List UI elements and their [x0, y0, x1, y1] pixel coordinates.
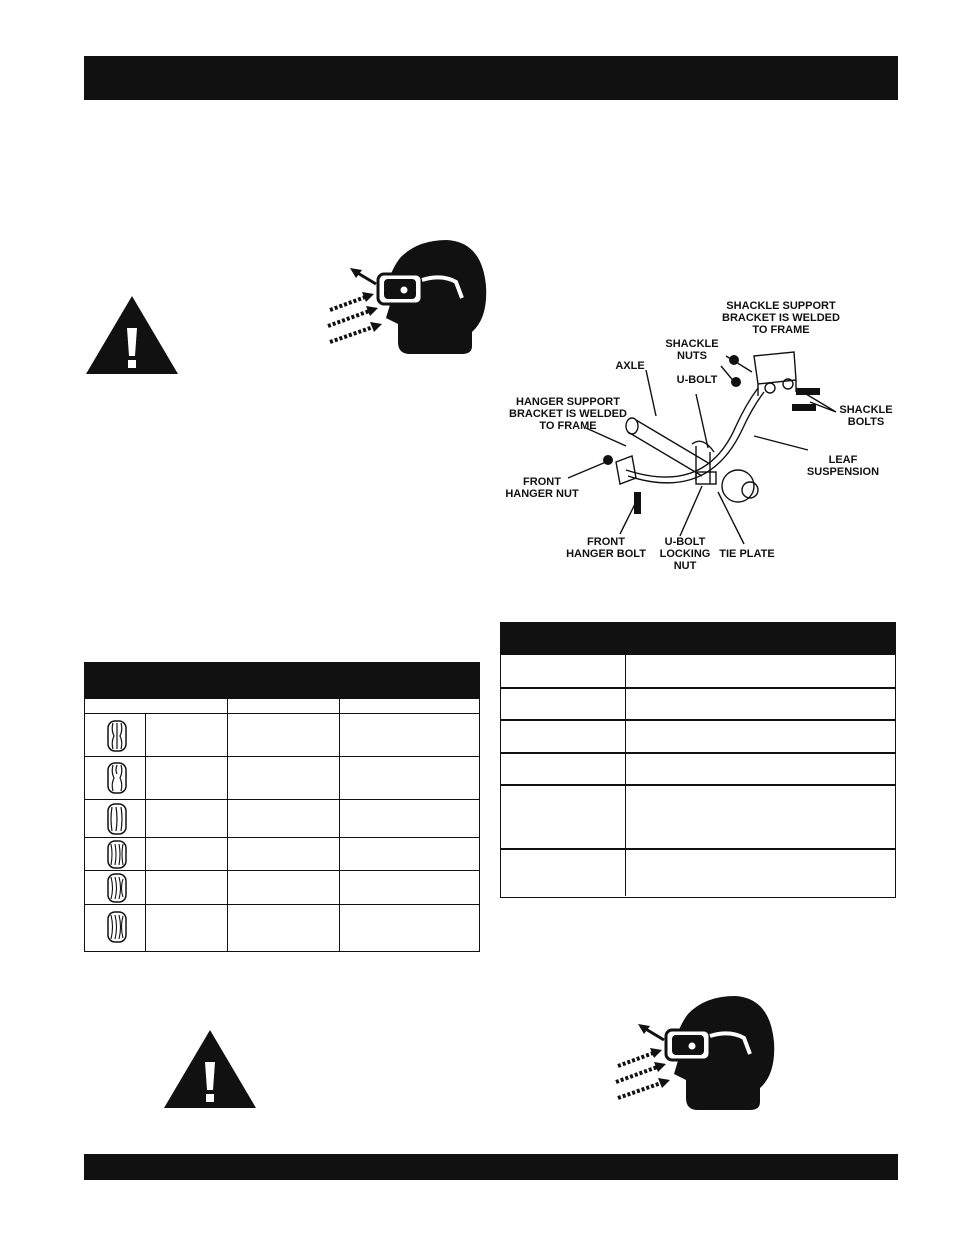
safety-goggles-icon [610, 994, 776, 1112]
tire-tread-icon [107, 873, 127, 903]
table-row [501, 850, 895, 896]
safety-goggles-icon [322, 238, 488, 356]
suspension-diagram [496, 296, 900, 578]
table-row [501, 689, 895, 721]
header-bar [84, 56, 898, 100]
label-shackle-bolts: SHACKLE BOLTS [839, 404, 893, 428]
table-row [501, 754, 895, 786]
suspension-table [500, 622, 896, 898]
table-row [501, 721, 895, 754]
label-u-bolt: U-BOLT [676, 374, 718, 386]
warning-triangle-icon [84, 294, 180, 376]
table-row [85, 800, 479, 838]
label-tie-plate: TIE PLATE [719, 548, 775, 560]
table-row [85, 871, 479, 905]
warning-triangle-icon [162, 1028, 258, 1110]
label-u-bolt-locking-nut: U-BOLT LOCKING NUT [659, 536, 711, 572]
table-row [85, 905, 479, 951]
tire-tread-icon [107, 762, 127, 794]
table-row [85, 757, 479, 800]
table-row [501, 786, 895, 850]
label-front-hanger-bolt: FRONT HANGER BOLT [566, 536, 646, 560]
table-row [85, 838, 479, 871]
table-row [501, 655, 895, 689]
suspension-table-header [501, 623, 895, 655]
label-front-hanger-nut: FRONT HANGER NUT [505, 476, 579, 500]
footer-bar [84, 1154, 898, 1180]
label-shackle-support: SHACKLE SUPPORT BRACKET IS WELDED TO FRAME [722, 300, 840, 336]
tire-tread-icon [107, 720, 127, 752]
tire-table-column-row [85, 699, 479, 714]
tire-tread-icon [107, 911, 127, 943]
tire-tread-icon [107, 840, 127, 869]
tire-tread-icon [107, 803, 127, 835]
label-shackle-nuts: SHACKLE NUTS [665, 338, 719, 362]
tire-table-header [85, 663, 479, 699]
label-hanger-support: HANGER SUPPORT BRACKET IS WELDED TO FRAME [509, 396, 627, 432]
label-axle: AXLE [615, 360, 645, 372]
label-leaf-suspension: LEAF SUSPENSION [806, 454, 880, 478]
table-row [85, 714, 479, 757]
tire-wear-table [84, 662, 480, 952]
